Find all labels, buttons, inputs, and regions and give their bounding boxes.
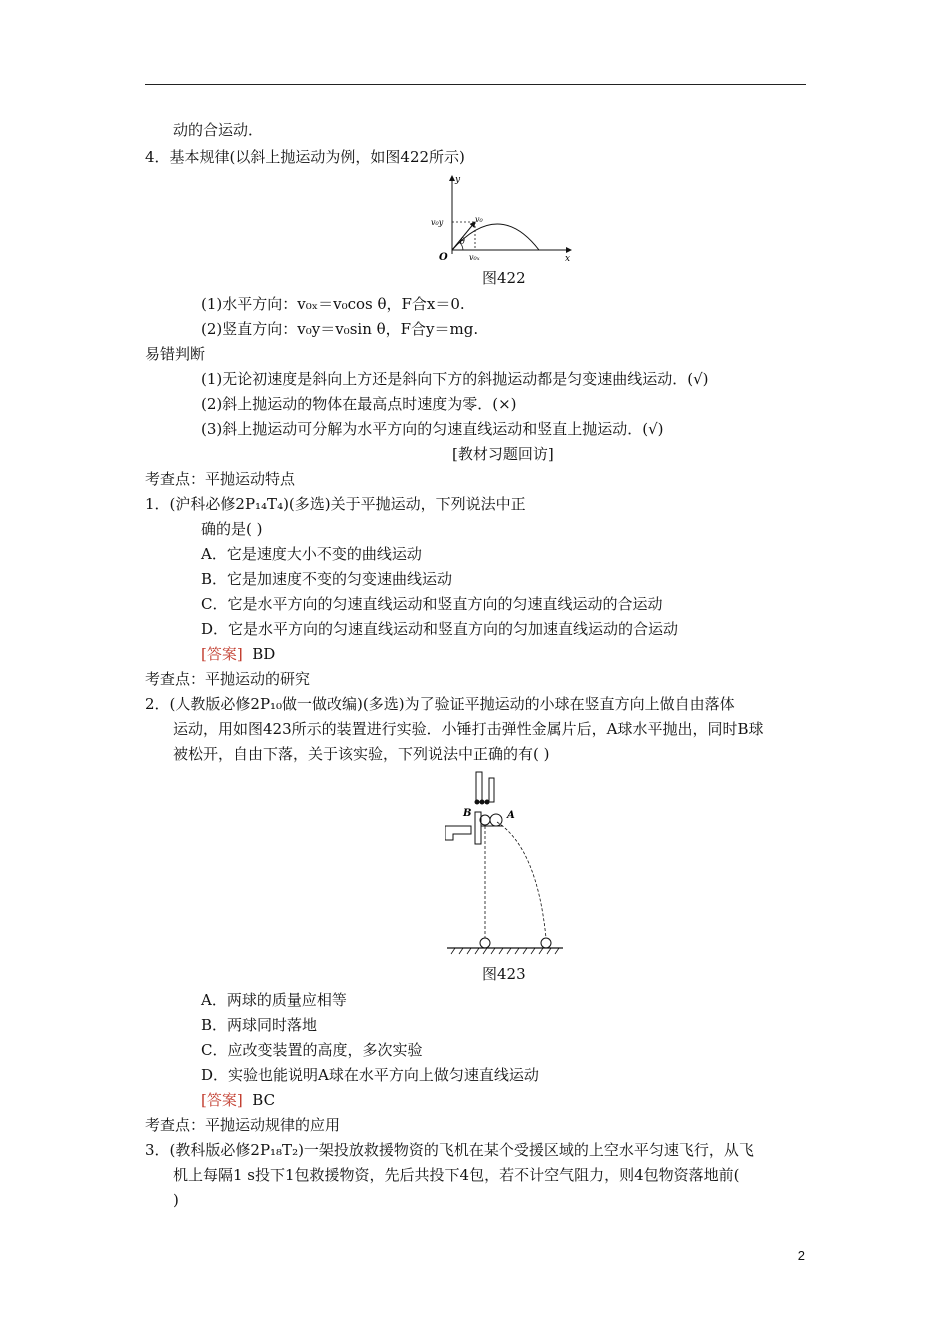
text-line: (3)斜上抛运动可分解为水平方向的匀速直线运动和竖直上抛运动．(√) (201, 420, 664, 438)
text-line: 被松开，自由下落，关于该实验，下列说法中正确的有( ) (173, 745, 550, 763)
option: D．实验也能说明A球在水平方向上做匀速直线运动 (201, 1066, 539, 1084)
text-line: (1)无论初速度是斜向上方还是斜向下方的斜抛运动都是匀变速曲线运动．(√) (201, 370, 709, 388)
figure-422 (425, 170, 575, 262)
ball-a (490, 814, 502, 826)
section-heading: 考查点：平抛运动规律的应用 (145, 1116, 341, 1134)
section-title: [教材习题回访] (452, 445, 554, 463)
text-line: 动的合运动． (173, 121, 264, 139)
section-heading: 易错判断 (145, 345, 206, 363)
section-heading: 考查点：平抛运动的研究 (145, 670, 311, 688)
answer-value: BC (252, 1091, 276, 1109)
text-line: 机上每隔1 s投下1包救援物资，先后共投下4包，若不计空气阻力，则4包物资落地前( (173, 1166, 740, 1184)
v0x-label: v₀ₓ (469, 253, 480, 262)
question: 3．(教科版必修2P₁₈T₂)一架投放救援物资的飞机在某个受援区域的上空水平匀速飞行，从飞 (145, 1141, 754, 1159)
figure-caption: 图422 (482, 269, 526, 287)
section-heading: 4．基本规律(以斜上抛运动为例，如图422所示) (145, 148, 465, 166)
option: B．两球同时落地 (201, 1016, 318, 1034)
text-line: (2)斜上抛运动的物体在最高点时速度为零．(×) (201, 395, 517, 413)
question: 1．(沪科必修2P₁₄T₄)(多选)关于平抛运动，下列说法中正 (145, 495, 526, 513)
trajectory (452, 224, 539, 250)
page-number: 2 (797, 1248, 805, 1263)
header-rule (145, 84, 806, 85)
figure-caption: 图423 (482, 965, 526, 983)
text-line: (1)水平方向：v₀ₓ＝v₀cos θ，F合x＝0. (201, 295, 465, 313)
text-line: 运动，用如图423所示的装置进行实验．小锤打击弹性金属片后，A球水平抛出，同时B球 (173, 720, 764, 738)
option: A．它是速度大小不变的曲线运动 (201, 545, 422, 563)
answer-tag: [答案] (201, 645, 243, 663)
option: D．它是水平方向的匀速直线运动和竖直方向的匀加速直线运动的合运动 (201, 620, 679, 638)
answer (201, 1090, 275, 1110)
y-label: y (455, 175, 461, 185)
figure-423 (445, 770, 565, 955)
option: C．它是水平方向的匀速直线运动和竖直方向的匀速直线运动的合运动 (201, 595, 663, 613)
label-b: B (463, 808, 472, 819)
v0-label: v₀ (475, 215, 483, 224)
origin-label: O (439, 252, 448, 262)
answer (201, 644, 275, 664)
answer-value: BD (252, 645, 276, 663)
option: B．它是加速度不变的匀变速曲线运动 (201, 570, 453, 588)
v0y-label: v₀y (431, 218, 444, 227)
text-line: 确的是( ) (201, 520, 263, 538)
label-a: A (507, 810, 515, 821)
question: 2．(人教版必修2P₁₀做一做改编)(多选)为了验证平抛运动的小球在竖直方向上做自由落体 (145, 695, 735, 713)
theta-label: θ (460, 237, 465, 246)
option: A．两球的质量应相等 (201, 991, 347, 1009)
option: C．应改变装置的高度，多次实验 (201, 1041, 423, 1059)
section-heading: 考查点：平抛运动特点 (145, 470, 296, 488)
answer-tag: [答案] (201, 1091, 243, 1109)
x-label: x (565, 254, 571, 262)
text-line: (2)竖直方向：v₀y＝v₀sin θ，F合y＝mg. (201, 320, 479, 338)
text-line: ) (173, 1191, 179, 1209)
